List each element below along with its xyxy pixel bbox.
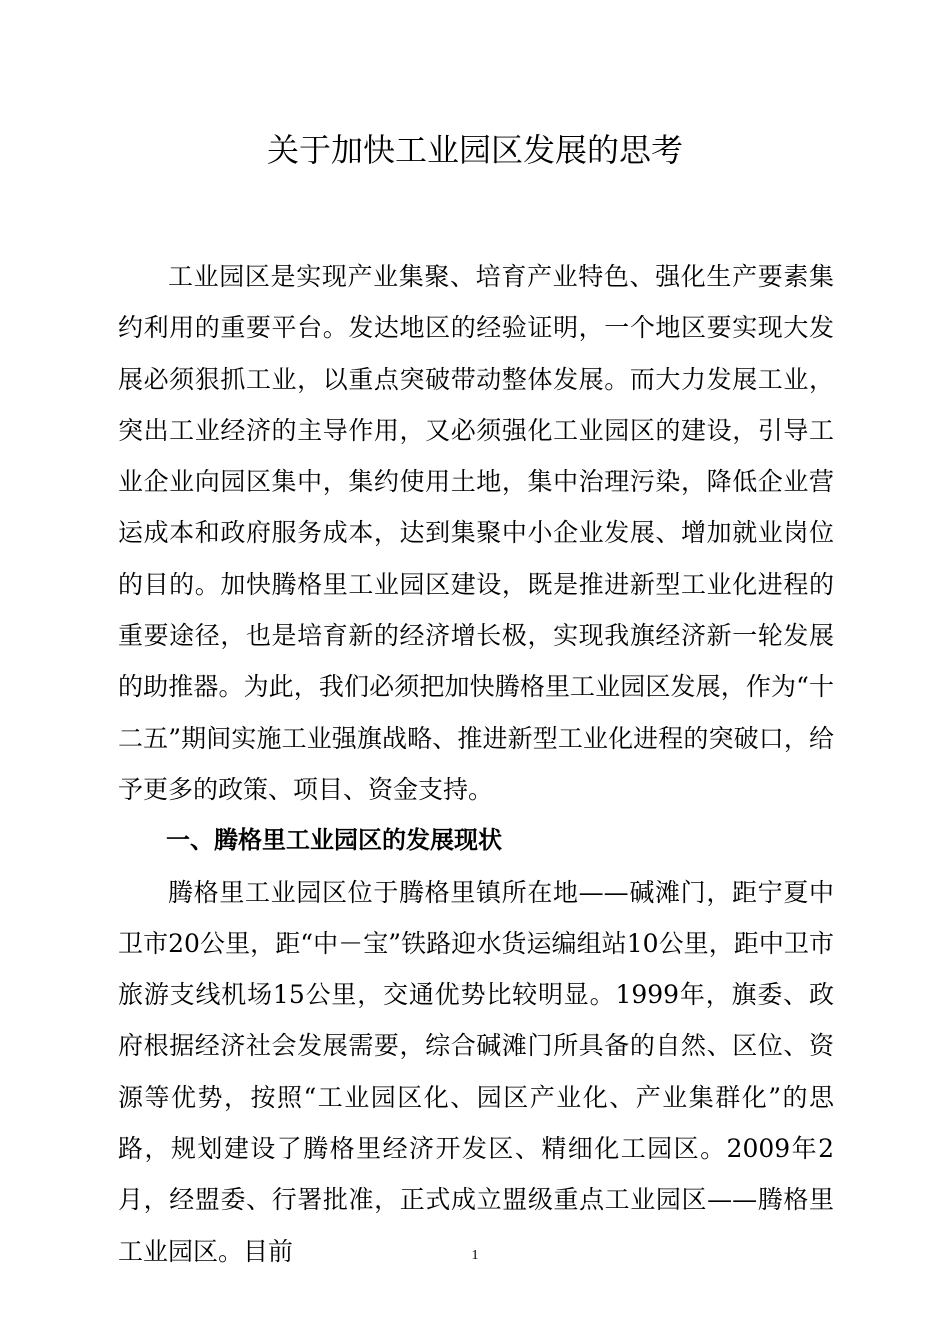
section-heading: 一、腾格里工业园区的发展现状 bbox=[166, 826, 502, 855]
page-number: 1 bbox=[471, 1248, 479, 1263]
intro-paragraph: 工业园区是实现产业集聚、培育产业特色、强化生产要素集约利用的重要平台。发达地区的经验证明，一个地区要实现大发展必须狠抓工业，以重点突破带动整体发展。而大力发展工业，突出工业经济的主导作用，又必须强化工业园区的建设，引导工业企业向园区集中，集约使用土地，集中治理污染，降低企业营运成本和政府服务成本，达到集聚中小企业发展、增加就业岗位的目的。加快腾格里工业园区建设，既是推进新型工业化进程的重要途径，也是培育新的经济增长极，实现我旗经济新一轮发展的助推器。为此，我们必须把加快腾格里工业园区发展，作为“十二五”期间实施工业强旗战略、推进新型工业化进程的突破口，给予更多的政策、项目、资金支持。 bbox=[118, 262, 834, 804]
document-body bbox=[118, 251, 834, 1277]
section-paragraph: 腾格里工业园区位于腾格里镇所在地——碱滩门，距宁夏中卫市20公里，距“中－宝”铁路迎水货运编组站10公里，距中卫市旅游支线机场15公里，交通优势比较明显。1999年，旗委、政府根据经济社会发展需要，综合碱滩门所具备的自然、区位、资源等优势，按照“工业园区化、园区产业化、产业集群化”的思路，规划建设了腾格里经济开发区、精细化工园区。2009年2月，经盟委、行署批准，正式成立盟级重点工业园区——腾格里工业园区。目前 bbox=[118, 877, 834, 1266]
document-title: 关于加快工业园区发展的思考 bbox=[266, 131, 683, 169]
